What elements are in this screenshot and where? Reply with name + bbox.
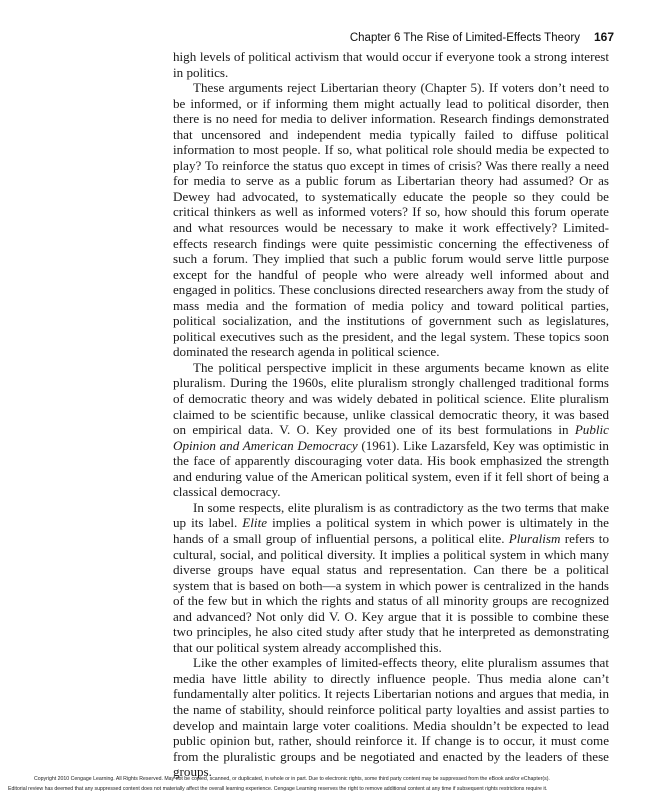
italic-text: Public Opinion and American Democracy: [173, 422, 609, 453]
paragraph: [173, 49, 609, 80]
editorial-notice: Editorial review has deemed that any suppressed content does not materially affect the overall learning experience. Cengage Learning reserves the right to remove additional content at any time if subsequent rights restrictions require it.: [8, 786, 548, 792]
paragraph: [173, 500, 609, 655]
paragraph-text: Like the other examples of limited-effects theory, elite pluralism assumes that media have little ability to directly influence people. Thus media alone can’t fundamentally alter politics. It rejects Libertarian notions and argues that media, in the name of stability, should reinforce political party loyalties and assist parties to develop and maintain large voter coalitions. Media shouldn’t be expected to lead public opinion but, rather, should reinforce it. If change is to occur, it must come from the pluralistic groups and be negotiated and enacted by the leaders of these groups.: [173, 655, 609, 780]
page-number: 167: [593, 30, 614, 44]
paragraph-text: implies a political system in which power is ultimately in the hands of a small group of influential persons, a political elite.: [173, 515, 609, 546]
paragraph-text: The political perspective implicit in these arguments became known as elite pluralism. During the 1960s, elite pluralism strongly challenged traditional forms of democratic theory and was widely debated in political science. Elite pluralism claimed to be scientific because, unlike classical democratic theory, it was based on empirical data. V. O. Key provided one of its best formulations in: [173, 359, 609, 438]
paragraph-text: refers to cultural, social, and political diversity. It implies a political system in which many diverse groups have equal status and representation. Can there be a political system that is based on both—a system in which power is centralized in the hands of the few but in which the rights and status of all minority groups are recognized and advanced? Not only did V. O. Key argue that it is possible to combine these two principles, he also cited study after study that he interpreted as demonstrating that our political system already accomplished this.: [173, 530, 609, 655]
body-text: [173, 49, 609, 780]
paragraph-text: In some respects, elite pluralism is as contradictory as the two terms that make up its label.: [173, 499, 609, 531]
italic-text: Pluralism: [508, 530, 561, 546]
paragraph-text: These arguments reject Libertarian theory (Chapter 5). If voters don’t need to be informed, or if informing them might actually lead to political disorder, then there is no need for media to deliver information. Research findings demonstrated that uncensored and independent media typically failed to diffuse political information to most people. If so, what political role should media be expected to play? To reinforce the status quo except in times of crisis? Was there really a need for media to serve as a public forum as Libertarian theory had assumed? Or as Dewey had advocated, to systematically educate the people so they could be critical thinkers as well as informed voters? If so, how should this forum operate and what resources would be necessary to make it work effectively? Limited-effects research findings were quite pessimistic concerning the effectiveness of such a forum. They implied that such a public forum would serve little purpose except for the handful of people who were already well informed about and engaged in politics. These conclusions directed researchers away from the study of mass media and the formation of media policy and toward political parties, political socialization, and the institutions of government such as legislatures, political executives such as the president, and the legal system. These topics soon dominated the research agenda in political science.: [173, 80, 609, 360]
paragraph: [173, 360, 609, 500]
paragraph-text: (1961). Like Lazarsfeld, Key was optimistic in the face of apparently discouraging voter data. His book emphasized the strength and enduring value of the American political system, even if it fell short of being a classical democracy.: [173, 437, 609, 500]
paragraph: [173, 655, 609, 779]
chapter-title: Chapter 6 The Rise of Limited-Effects Theory: [349, 32, 580, 44]
paragraph-text: high levels of political activism that would occur if everyone took a strong interest in politics.: [173, 49, 609, 80]
copyright-notice: Copyright 2010 Cengage Learning. All Rights Reserved. May not be copied, scanned, or duplicated, in whole or in part. Due to electronic rights, some third party content may be suppressed from the eBook and/or eChapter(s).: [34, 776, 550, 782]
italic-text: Elite: [242, 515, 268, 531]
running-header: [0, 30, 614, 44]
paragraph: [173, 80, 609, 360]
